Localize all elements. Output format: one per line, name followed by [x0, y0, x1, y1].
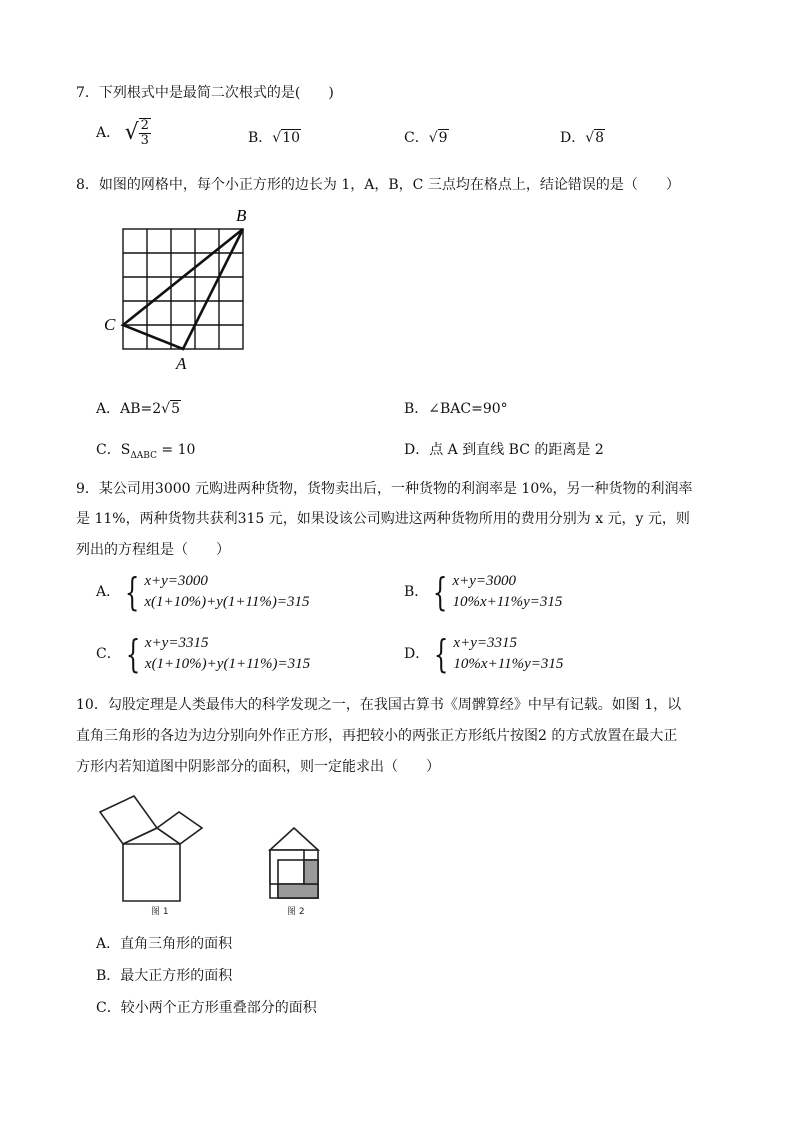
- point-c-label: C: [104, 315, 116, 334]
- q10-stem-line-2: 直角三角形的各边为边分别向外作正方形，再把较小的两张正方形纸片按图2 的方式放置在最大正: [76, 728, 678, 744]
- point-a-label: A: [176, 354, 187, 373]
- q8-option-d: D．点 A 到直线 BC 的距离是 2: [404, 442, 604, 458]
- q9-stem-line-3: 列出的方程组是（ ）: [76, 542, 230, 558]
- q10-option-a: A．直角三角形的面积: [96, 936, 233, 952]
- q8-stem: 8．如图的网格中，每个小正方形的边长为 1，A，B，C 三点均在格点上，结论错误的是（ ）: [76, 177, 680, 193]
- brace: {: [124, 570, 140, 614]
- square-arrangement: [270, 828, 318, 898]
- brace: {: [434, 632, 449, 676]
- q7-option-c: C．√9: [404, 130, 448, 146]
- sqrt-sign: √: [161, 401, 171, 417]
- q7-option-d: D．√8: [560, 130, 605, 146]
- fig2-caption: 图 2: [287, 907, 305, 917]
- q10-figure-1: [96, 790, 226, 920]
- sqrt-sign: √: [585, 130, 595, 146]
- triangle-abc: [123, 229, 243, 349]
- point-b-label: B: [236, 206, 247, 225]
- q8-option-b: B．∠BAC=90°: [404, 401, 508, 417]
- fig1-caption: 图 1: [151, 907, 169, 917]
- fraction: $\frac{2}{3}$: [140, 118, 149, 148]
- q8-option-a: A．AB=2√5: [96, 401, 180, 417]
- q7-stem: 7．下列根式中是最简二次根式的是( ): [76, 85, 334, 101]
- sqrt-sign: √: [124, 120, 139, 145]
- sqrt-sign: √: [272, 130, 282, 146]
- q7-option-a: [96, 118, 151, 148]
- q9-stem-line-2: 是 11%，两种货物共获利315 元，如果设该公司购进这两种货物所用的费用分别为 x 元，y 元，则: [76, 511, 690, 527]
- q10-option-c: C．较小两个正方形重叠部分的面积: [96, 1000, 317, 1016]
- q10-figure-2: [262, 790, 332, 920]
- q9-option-c: C． { x+y=3315 x(1+10%)+y(1+11%)=315: [96, 632, 311, 676]
- brace: {: [433, 570, 448, 614]
- q7-option-b: B．√10: [248, 130, 301, 146]
- q10-stem-line-3: 方形内若知道图中阴影部分的面积，则一定能求出（ ）: [76, 759, 440, 775]
- brace: {: [125, 632, 141, 676]
- option-label: A．: [96, 125, 121, 141]
- pythagoras-squares: [100, 796, 202, 901]
- q8-grid-figure: [96, 205, 256, 375]
- q10-stem-line-1: 10．勾股定理是人类最伟大的科学发现之一，在我国古算书《周髀算经》中早有记载。如图 1，以: [76, 697, 682, 713]
- q8-option-c: C．$S_{\Delta ABC} = 10$: [96, 442, 196, 461]
- q9-stem-line-1: 9．某公司用3000 元购进两种货物，货物卖出后，一种货物的利润率是 10%，另一种货物的利润率: [76, 481, 693, 497]
- q10-option-b: B．最大正方形的面积: [96, 968, 233, 984]
- q9-option-b: B． { x+y=3000 10%x+11%y=315: [404, 570, 563, 614]
- q9-option-a: A． { x+y=3000 x(1+10%)+y(1+11%)=315: [96, 570, 310, 614]
- q9-option-d: D． { x+y=3315 10%x+11%y=315: [404, 632, 564, 676]
- sqrt-sign: √: [428, 130, 438, 146]
